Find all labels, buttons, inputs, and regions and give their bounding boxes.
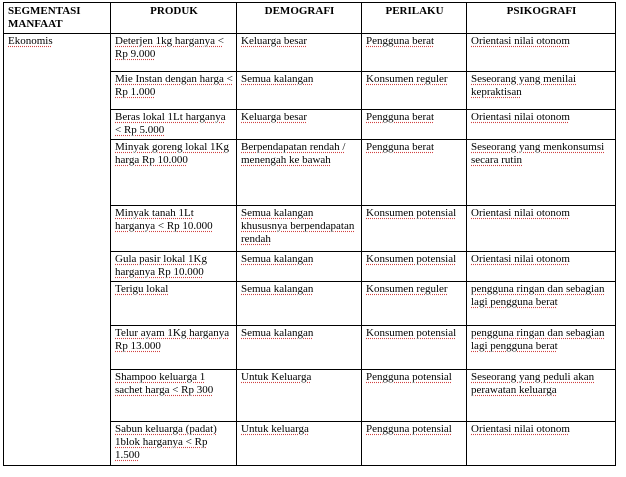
perilaku-cell <box>362 282 467 326</box>
produk-cell <box>111 72 237 110</box>
demografi-text: Semua kalangan khususnya berpendapatan rendah <box>241 207 355 245</box>
demografi-text: Berpendapatan rendah / menengah ke bawah <box>241 141 346 166</box>
demografi-text: Semua kalangan <box>241 253 314 265</box>
perilaku-cell <box>362 140 467 206</box>
demografi-text: Semua kalangan <box>241 73 314 85</box>
psikografi-cell <box>467 422 616 466</box>
demografi-cell <box>237 110 362 140</box>
perilaku-text: Konsumen reguler <box>366 283 448 295</box>
demografi-text: Semua kalangan <box>241 327 314 339</box>
perilaku-text: Konsumen potensial <box>366 253 457 265</box>
produk-cell <box>111 252 237 282</box>
produk-cell <box>111 326 237 370</box>
demografi-text: Semua kalangan <box>241 283 314 295</box>
produk-text: Minyak tanah 1Lt harganya < Rp 10.000 <box>115 207 213 232</box>
psikografi-text: pengguna ringan dan sebagian lagi pengguna berat <box>471 327 605 352</box>
perilaku-cell <box>362 370 467 422</box>
perilaku-cell <box>362 422 467 466</box>
demografi-text: Untuk Keluarga <box>241 371 312 383</box>
header-perilaku: PERILAKU <box>362 3 467 34</box>
psikografi-cell <box>467 282 616 326</box>
perilaku-text: Konsumen potensial <box>366 207 457 219</box>
perilaku-text: Pengguna berat <box>366 35 435 47</box>
header-row <box>4 3 616 34</box>
perilaku-cell <box>362 34 467 72</box>
table-row <box>4 34 616 72</box>
produk-cell <box>111 282 237 326</box>
psikografi-text: Orientasi nilai otonom <box>471 253 570 265</box>
produk-text: Sabun keluarga (padat) 1blok harganya < Rp 1.500 <box>115 423 217 461</box>
psikografi-text: pengguna ringan dan sebagian lagi pengguna berat <box>471 283 605 308</box>
produk-text: Beras lokal 1Lt harganya < Rp 5.000 <box>115 111 226 136</box>
perilaku-text: Pengguna potensial <box>366 371 452 383</box>
perilaku-cell <box>362 72 467 110</box>
produk-text: Shampoo keluarga 1 sachet harga < Rp 300 <box>115 371 214 396</box>
psikografi-text: Seseorang yang menkonsumsi secara rutin <box>471 141 605 166</box>
psikografi-cell <box>467 72 616 110</box>
perilaku-text: Konsumen reguler <box>366 73 448 85</box>
document-page <box>3 2 616 466</box>
produk-text: Terigu lokal <box>115 283 169 295</box>
segmentation-table <box>3 2 616 466</box>
produk-cell <box>111 34 237 72</box>
header-segmentasi: SEGMENTASI MANFAAT <box>4 3 111 34</box>
psikografi-text: Orientasi nilai otonom <box>471 207 570 219</box>
perilaku-text: Konsumen potensial <box>366 327 457 339</box>
demografi-text: Keluarga besar <box>241 35 308 47</box>
demografi-cell <box>237 326 362 370</box>
header-produk: PRODUK <box>111 3 237 34</box>
demografi-cell <box>237 252 362 282</box>
psikografi-text: Seseorang yang peduli akan perawatan keluarga <box>471 371 595 396</box>
demografi-cell <box>237 34 362 72</box>
produk-text: Mie Instan dengan harga < Rp 1.000 <box>115 73 233 98</box>
perilaku-text: Pengguna berat <box>366 141 435 153</box>
demografi-text: Untuk keluarga <box>241 423 309 435</box>
produk-cell <box>111 422 237 466</box>
psikografi-text: Orientasi nilai otonom <box>471 35 570 47</box>
produk-text: Gula pasir lokal 1Kg harganya Rp 10.000 <box>115 253 207 278</box>
psikografi-cell <box>467 252 616 282</box>
produk-text: Telur ayam 1Kg harganya Rp 13.000 <box>115 327 230 352</box>
demografi-cell <box>237 422 362 466</box>
psikografi-cell <box>467 326 616 370</box>
segment-name-cell <box>4 34 111 466</box>
psikografi-cell <box>467 206 616 252</box>
perilaku-cell <box>362 252 467 282</box>
psikografi-text: Seseorang yang menilai kepraktisan <box>471 73 577 98</box>
perilaku-text: Pengguna potensial <box>366 423 452 435</box>
perilaku-cell <box>362 110 467 140</box>
produk-text: Minyak goreng lokal 1Kg harga Rp 10.000 <box>115 141 229 166</box>
demografi-cell <box>237 72 362 110</box>
produk-cell <box>111 206 237 252</box>
demografi-cell <box>237 370 362 422</box>
produk-cell <box>111 140 237 206</box>
produk-text: Deterjen 1kg harganya < Rp 9.000 <box>115 35 224 60</box>
header-demografi: DEMOGRAFI <box>237 3 362 34</box>
psikografi-text: Orientasi nilai otonom <box>471 111 570 123</box>
psikografi-cell <box>467 110 616 140</box>
psikografi-cell <box>467 140 616 206</box>
perilaku-text: Pengguna berat <box>366 111 435 123</box>
perilaku-cell <box>362 326 467 370</box>
demografi-text: Keluarga besar <box>241 111 308 123</box>
perilaku-cell <box>362 206 467 252</box>
psikografi-text: Orientasi nilai otonom <box>471 423 570 435</box>
segment-name: Ekonomis <box>8 35 53 47</box>
produk-cell <box>111 110 237 140</box>
header-psikografi: PSIKOGRAFI <box>467 3 616 34</box>
demografi-cell <box>237 206 362 252</box>
produk-cell <box>111 370 237 422</box>
psikografi-cell <box>467 370 616 422</box>
psikografi-cell <box>467 34 616 72</box>
demografi-cell <box>237 282 362 326</box>
demografi-cell <box>237 140 362 206</box>
